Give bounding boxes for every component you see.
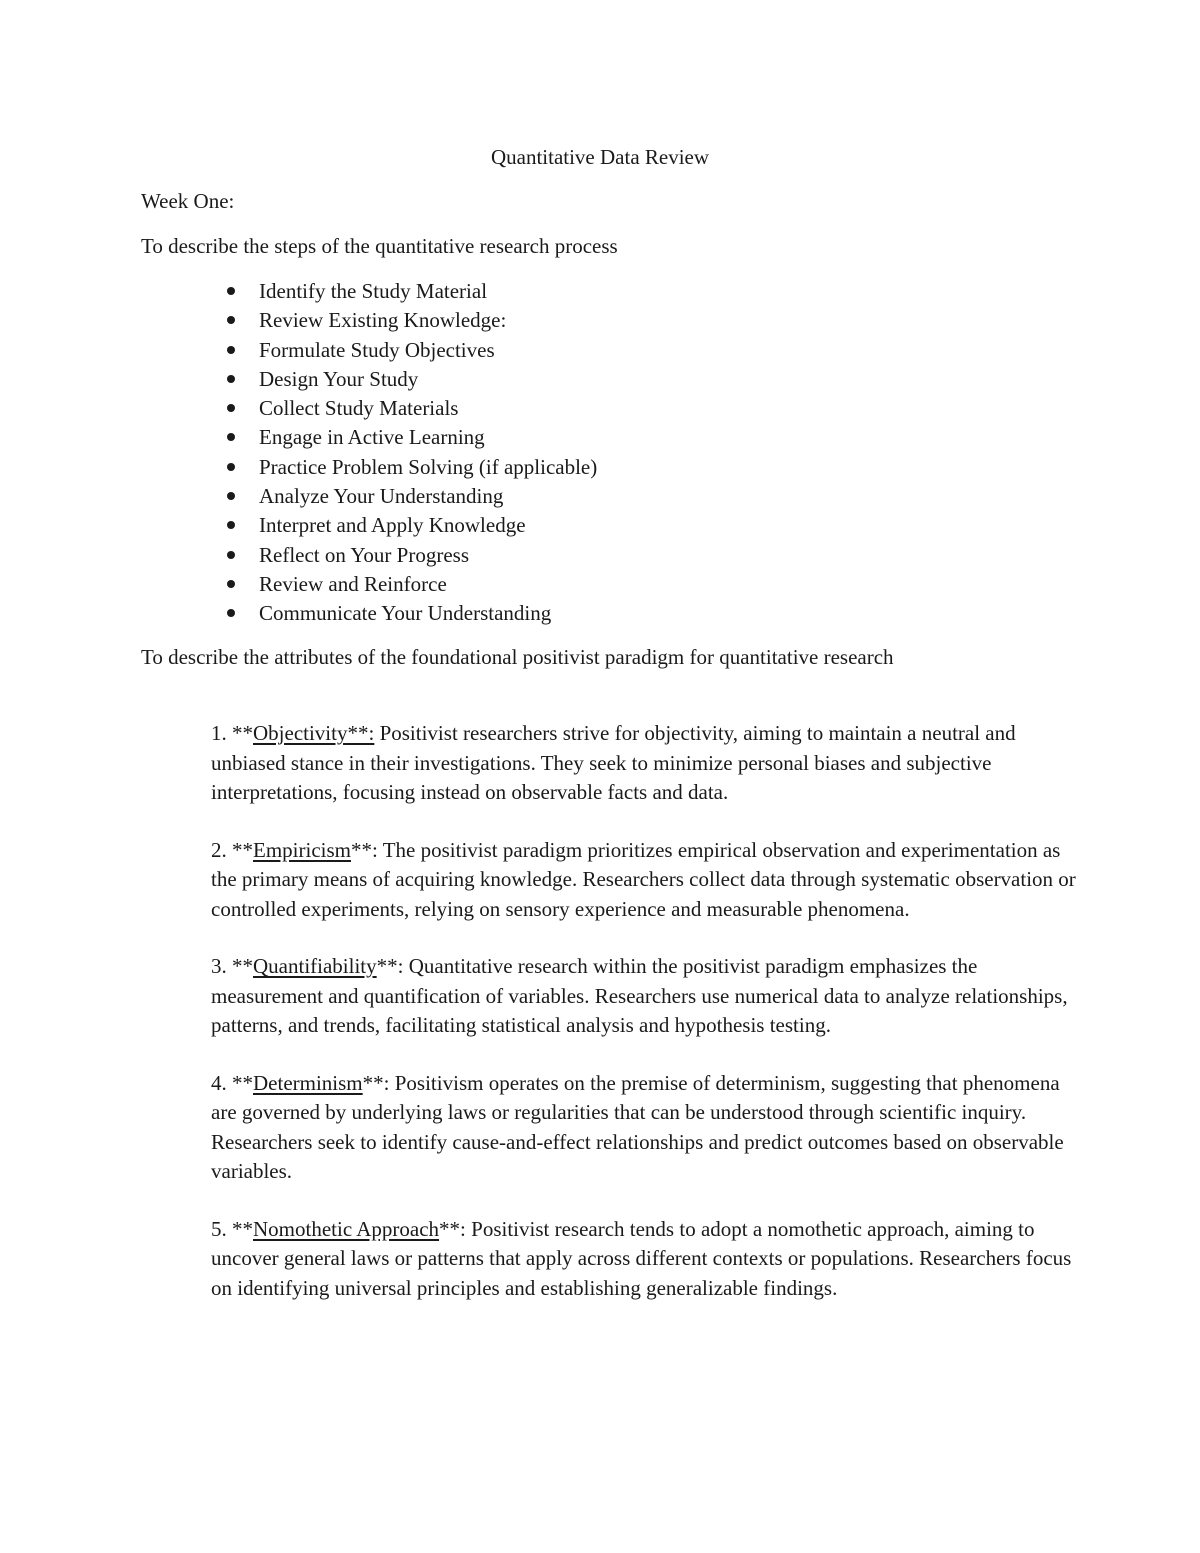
attribute-body: Positivist research tends to adopt a nomothetic approach, aiming to uncover general laws or patterns that apply across different contexts or populations. Researchers focus on identifying universal principles and establishing generalizable findings. [211,1216,1072,1300]
attribute-body: Positivist researchers strive for objectivity, aiming to maintain a neutral and unbiased stance in their investigations. They seek to minimize personal biases and subjective interpretations, focusing instead on observable facts and data. [211,721,1016,804]
attribute-suffix: **: [376,954,404,978]
list-item-text: Review Existing Knowledge: [259,308,507,333]
bullet-icon [227,609,235,617]
bullet-icon [227,346,235,354]
attribute-body: Positivism operates on the premise of determinism, suggesting that phenomena are governed by underlying laws or regularities that can be understood through scientific inquiry. Researchers seek to identify cause-and-effect relationships and predict outcomes based on observable variables. [211,1070,1064,1183]
list-item [141,600,597,629]
list-item-text: Interpret and Apply Knowledge [259,513,526,538]
attributes-intro: To describe the attributes of the foundational positivist paradigm for quantitative research [141,645,894,669]
list-item [141,366,597,395]
list-item [141,454,597,483]
list-item [141,542,597,571]
attribute-suffix: **: [351,837,378,862]
list-item-text: Analyze Your Understanding [259,484,504,509]
attribute-nomothetic [211,1215,1081,1304]
document-title: Quantitative Data Review [490,145,710,169]
bullet-icon [227,580,235,588]
bullet-icon [227,433,235,441]
list-item [141,571,597,600]
attribute-body: Quantitative research within the positivist paradigm emphasizes the measurement and quantification of variables. Researchers use numerical data to analyze relationships, patterns, and trends, facilitating statistical analysis and hypothesis testing. [211,954,1068,1037]
list-item-text: Practice Problem Solving (if applicable) [259,454,598,479]
list-item [141,424,597,453]
attribute-prefix: 5. ** [211,1216,253,1241]
attribute-term: Empiricism [253,837,351,862]
list-item [141,512,597,541]
bullet-icon [227,463,235,471]
bullet-icon [227,316,235,324]
list-item-text: Formulate Study Objectives [259,337,495,362]
attribute-prefix: 3. ** [211,954,253,978]
bullet-icon [227,521,235,529]
list-item-text: Design Your Study [259,366,419,391]
list-item [141,307,597,336]
attribute-suffix: **: [439,1216,466,1241]
attribute-prefix: 1. ** [211,721,253,745]
list-item-text: Communicate Your Understanding [259,601,552,626]
bullet-icon [227,551,235,559]
list-item [141,395,597,424]
bullet-icon [227,492,235,500]
list-item [141,483,597,512]
attribute-prefix: 2. ** [211,837,253,862]
list-item-text: Identify the Study Material [259,279,488,303]
attribute-term: Nomothetic Approach [253,1216,440,1241]
attribute-body: The positivist paradigm prioritizes empirical observation and experimentation as the primary means of acquiring knowledge. Researchers collect data through systematic observation or controlled experiments, relying on sensory experience and measurable phenomena. [211,837,1076,921]
attribute-prefix: 4. ** [211,1070,253,1095]
attribute-suffix: **: [362,1070,390,1095]
steps-intro: To describe the steps of the quantitative research process [141,234,618,258]
list-item [141,278,597,307]
list-item-text: Collect Study Materials [259,396,459,421]
steps-list [141,278,597,630]
list-item [141,337,597,366]
attribute-term: Determinism [253,1070,363,1095]
week-heading: Week One: [141,189,235,213]
attribute-determinism [211,1069,1081,1187]
attribute-term: Quantifiability [253,954,377,978]
attributes-list [211,719,1081,1331]
attribute-quantifiability [211,952,1081,1041]
attribute-objectivity [211,719,1081,808]
list-item-text: Reflect on Your Progress [259,542,469,567]
bullet-icon [227,404,235,412]
list-item-text: Review and Reinforce [259,571,447,596]
list-item-text: Engage in Active Learning [259,425,485,450]
bullet-icon [227,287,235,295]
bullet-icon [227,375,235,383]
attribute-empiricism [211,836,1081,925]
attribute-term: Objectivity**: [253,721,375,745]
